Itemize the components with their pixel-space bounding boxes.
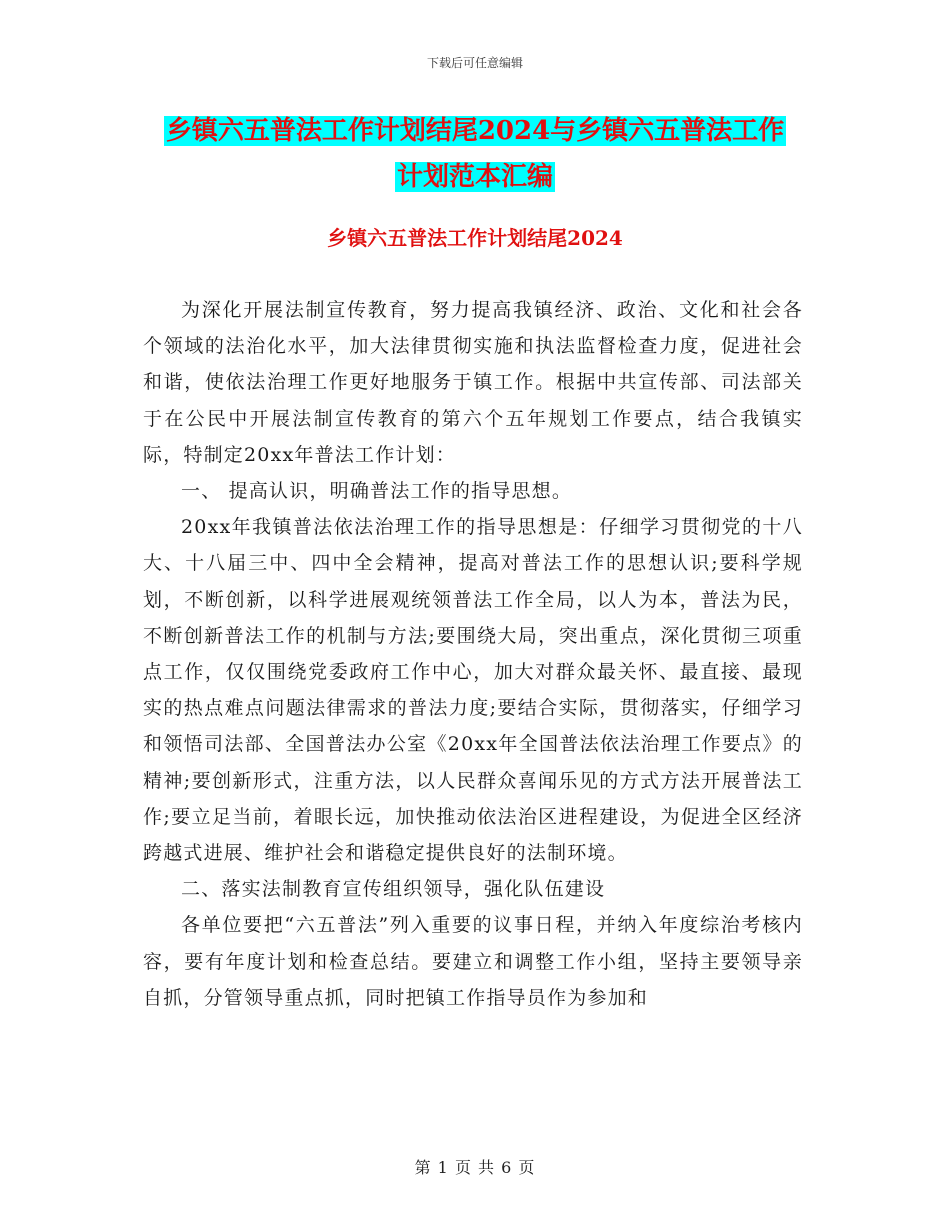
document-body — [143, 292, 803, 1016]
section-title: 乡镇六五普法工作计划结尾2024 — [327, 226, 623, 250]
paragraph-organization: 各单位要把“六五普法”列入重要的议事日程，并纳入年度综治考核内容，要有年度计划和检查总结。要建立和调整工作小组，坚持主要领导亲自抓，分管领导重点抓，同时把镇工作指导员作为参加和 — [143, 914, 803, 1009]
page-footer: 第 1 页 共 6 页 — [414, 1158, 536, 1177]
heading-1: 一、 提高认识，明确普法工作的指导思想。 — [181, 480, 573, 503]
heading-2: 二、落实法制教育宣传组织领导，强化队伍建设 — [181, 878, 606, 901]
document-title-line-1: 乡镇六五普法工作计划结尾2024与乡镇六五普法工作 — [165, 116, 785, 146]
paragraph-intro: 为深化开展法制宣传教育，努力提高我镇经济、政治、文化和社会各个领域的法治化水平，加大法律贯彻实施和执法监督检查力度，促进社会和谐，使依法治理工作更好地服务于镇工作。根据中共宣传部、司法部关于在公民中开展法制宣传教育的第六个五年规划工作要点，结合我镇实际，特制定20xx年普法工作计划： — [143, 299, 803, 466]
document-title — [0, 108, 950, 200]
header-note: 下载后可任意编辑 — [426, 56, 523, 70]
document-title-line-2: 计划范本汇编 — [396, 162, 553, 192]
paragraph-guiding-thought: 20xx年我镇普法依法治理工作的指导思想是：仔细学习贯彻党的十八大、十八届三中、四中全会精神，提高对普法工作的思想认识;要科学规划，不断创新，以科学进展观统领普法工作全局，以人为本，普法为民，不断创新普法工作的机制与方法;要围绕大局，突出重点，深化贯彻三项重点工作，仅仅围绕党委政府工作中心，加大对群众最关怀、最直接、最现实的热点难点问题法律需求的普法力度;要结合实际，贯彻落实，仔细学习和领悟司法部、全国普法办公室《20xx年全国普法依法治理工作要点》的精神;要创新形式，注重方法，以人民群众喜闻乐见的方式方法开展普法工作;要立足当前，着眼长远，加快推动依法治区进程建设，为促进全区经济跨越式进展、维护社会和谐稳定提供良好的法制环境。 — [143, 516, 803, 865]
